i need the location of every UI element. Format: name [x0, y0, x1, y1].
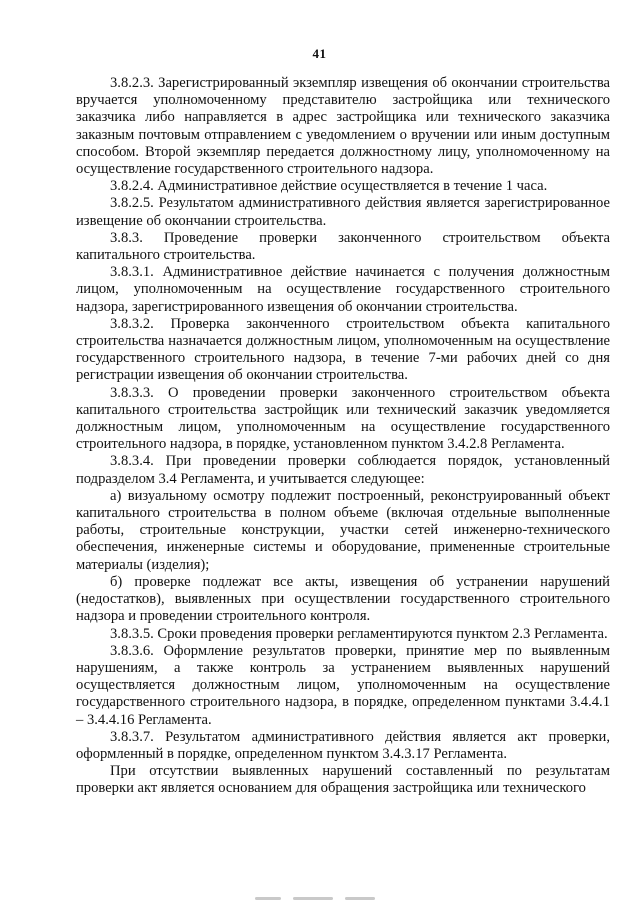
paragraph-3-8-3-1: 3.8.3.1. Административное действие начинается с получения должностным лицом, уполномоченным на осуществление государственного строительного надзора, зарегистрированного извещения об окончании строительства.	[76, 264, 610, 315]
paragraph-3-8-3-3: 3.8.3.3. О проведении проверки законченного строительством объекта капитального строительства застройщик или технический заказчик уведомляется должностным лицом, уполномоченным на осуществление государственного строительного надзора, в порядке, установленном пунктом 3.4.2.8 Регламента.	[76, 384, 610, 453]
paragraph-no-violations: При отсутствии выявленных нарушений составленный по результатам проверки акт является основанием для обращения застройщика или технического	[76, 763, 610, 797]
paragraph-3-8-2-5: 3.8.2.5. Результатом административного действия является зарегистрированное извещение об окончании строительства.	[76, 195, 610, 229]
scan-artifact	[235, 896, 435, 902]
paragraph-3-8-2-4: 3.8.2.4. Административное действие осуществляется в течение 1 часа.	[110, 178, 548, 195]
list-item-b: б) проверке подлежат все акты, извещения об устранении нарушений (недостатков), выявленных при осуществлении государственного строительного надзора и проведении строительного контроля.	[76, 573, 610, 625]
page-number: 41	[312, 46, 327, 61]
list-item-a: а) визуальному осмотру подлежит построенный, реконструированный объект капитального строительства в полном объеме (включая отдельные выполненные работы, строительные конструкции, участки сетей инженерно-технического обеспечения, инженерные системы и оборудование, примененные строительные материалы (изделия);	[76, 487, 610, 573]
paragraph-3-8-3: 3.8.3. Проведение проверки законченного строительством объекта капитального строительства.	[76, 229, 610, 264]
paragraph-3-8-2-3: 3.8.2.3. Зарегистрированный экземпляр извещения об окончании строительства вручается уполномоченному представителю застройщика или технического заказчика либо направляется в адрес застройщика или технического заказчика заказным почтовым отправлением с уведомлением о вручении или иным доступным способом. Второй экземпляр передается должностному лицу, уполномоченному на осуществление государственного строительного надзора.	[76, 75, 610, 178]
document-body	[76, 75, 610, 798]
paragraph-3-8-3-7: 3.8.3.7. Результатом административного действия является акт проверки, оформленный в порядке, определенном пунктом 3.4.3.17 Регламента.	[76, 728, 610, 762]
paragraph-3-8-3-4: 3.8.3.4. При проведении проверки соблюдается порядок, установленный подразделом 3.4 Регламента, и учитывается следующее:	[76, 453, 610, 487]
paragraph-3-8-3-5: 3.8.3.5. Сроки проведения проверки регламентируются пунктом 2.3 Регламента.	[110, 625, 608, 642]
paragraph-3-8-3-2: 3.8.3.2. Проверка законченного строительством объекта капитального строительства назначается должностным лицом, уполномоченным на осуществление государственного строительного надзора, в течение 7-ми рабочих дней со дня регистрации извещения об окончании строительства.	[76, 315, 610, 384]
paragraph-3-8-3-6: 3.8.3.6. Оформление результатов проверки, принятие мер по выявленным нарушениям, а также контроль за устранением выявленных нарушений осуществляется должностным лицом, уполномоченным на осуществление государственного строительного надзора, в порядке, определенном пунктами 3.4.4.1 – 3.4.4.16 Регламента.	[76, 642, 610, 728]
